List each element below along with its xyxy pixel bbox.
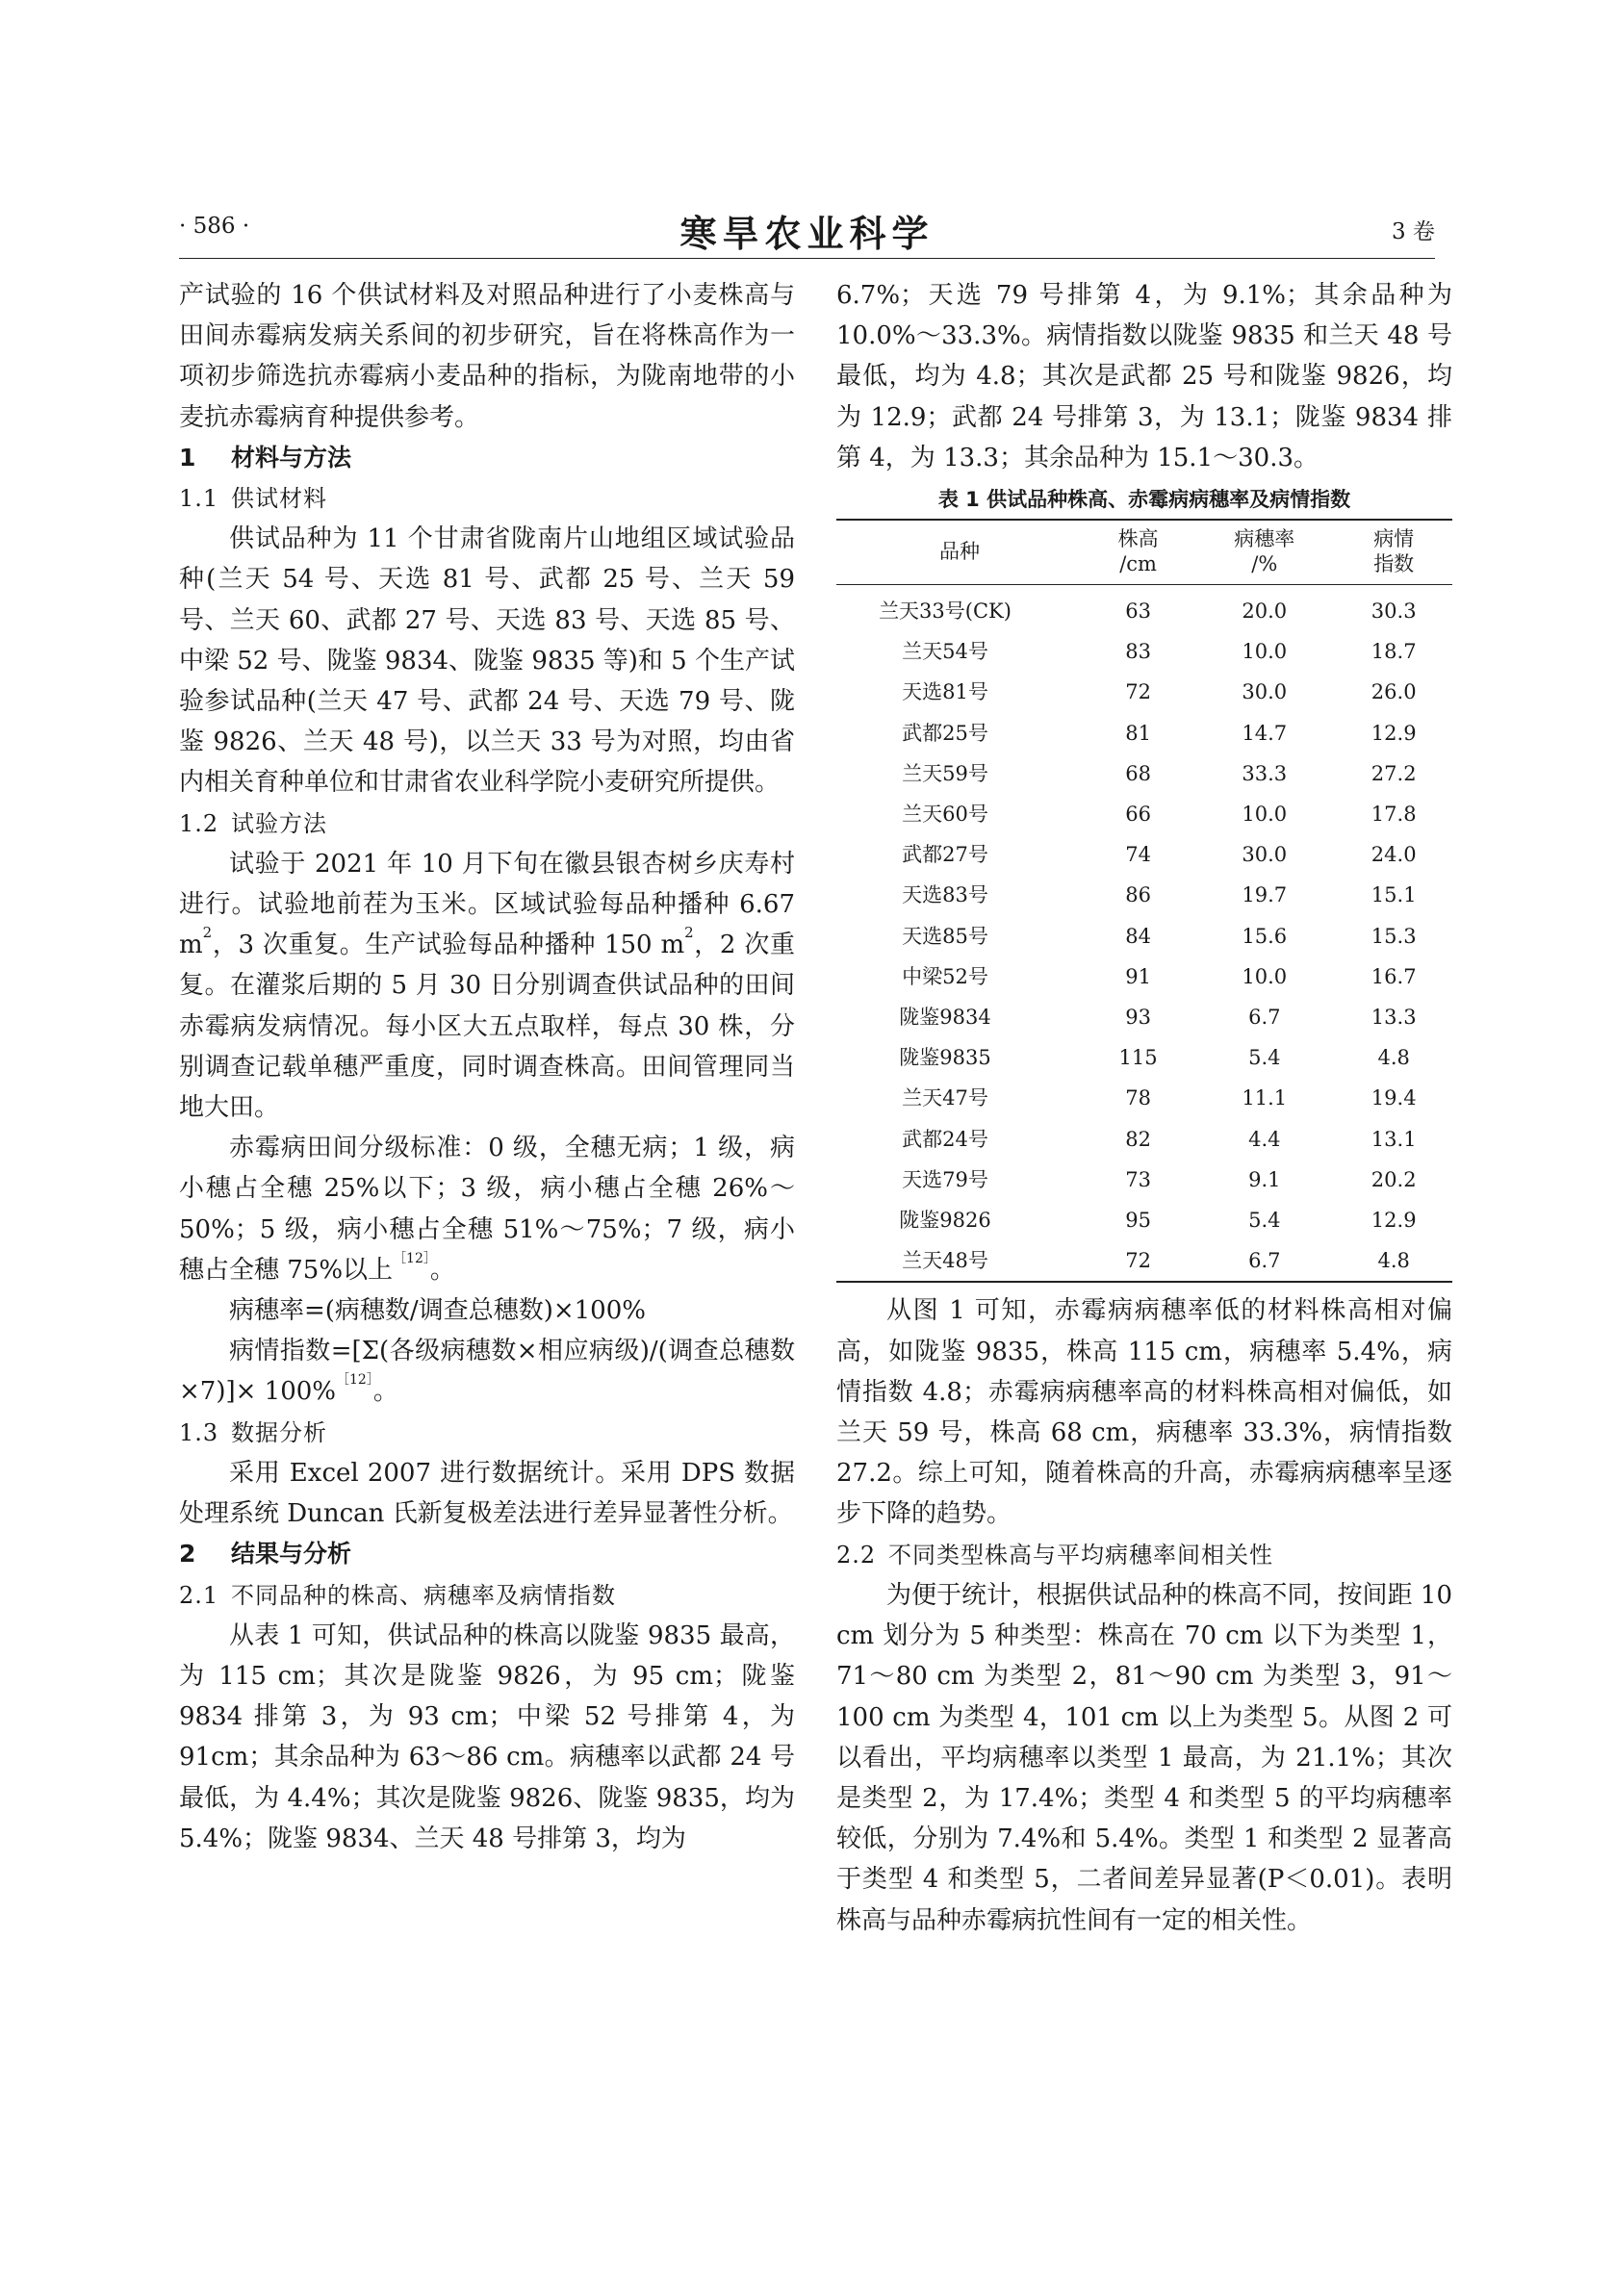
incidence-cell: 33.3	[1242, 761, 1288, 785]
paragraph-materials: 供试品种为 11 个甘肃省陇南片山地组区域试验品种(兰天 54 号、天选 81 号、武都 25 号、兰天 59 号、兰天 60、武都 27 号、天选 83 号、天选 85 号、中梁 52 号、陇鉴 9834、陇鉴 9835 等)和 5 个生产试验参试品种(兰天 47 号、武都 24 号、天选 79 号、陇鉴 9826、兰天 48 号)，以兰天 33 号为对照，均由省内相关育种单位和甘肃省农业科学院小麦研究所提供。	[179, 524, 795, 798]
section-number: 2.2	[836, 1541, 877, 1569]
running-header	[179, 204, 1435, 258]
variety-cell: 天选81号	[902, 680, 988, 704]
left-column	[179, 275, 795, 1859]
paragraph-results-1: 从表 1 可知，供试品种的株高以陇鉴 9835 最高，为 115 cm；其次是陇鉴 9826，为 95 cm；陇鉴 9834 排第 3，为 93 cm；中梁 52 号排第 4，为 91cm；其余品种为 63～86 cm。病穗率以武都 24 号最低，为 4.4%；其次是陇鉴 9826、陇鉴 9835，均为 5.4%；陇鉴 9834、兰天 48 号排第 3，均为	[179, 1620, 795, 1853]
index-cell: 27.2	[1371, 761, 1417, 785]
variety-cell: 陇鉴9826	[899, 1209, 991, 1233]
table-row	[836, 713, 1452, 753]
height-cell: 66	[1125, 803, 1151, 827]
table-row	[836, 916, 1452, 957]
incidence-cell: 11.1	[1242, 1086, 1288, 1110]
section-1-3-heading	[179, 1413, 795, 1453]
table-header-row	[836, 520, 1452, 585]
incidence-cell: 10.0	[1242, 964, 1288, 988]
incidence-cell: 19.7	[1242, 883, 1288, 907]
section-number: 1.1	[179, 485, 219, 513]
header-rule	[179, 258, 1435, 259]
incidence-cell: 9.1	[1248, 1167, 1281, 1191]
height-cell: 93	[1125, 1006, 1151, 1030]
height-cell: 63	[1125, 600, 1151, 624]
height-cell: 73	[1125, 1167, 1151, 1191]
height-cell: 72	[1125, 1249, 1151, 1273]
table-caption: 表 1 供试品种株高、赤霉病病穗率及病情指数	[937, 488, 1351, 512]
table-row	[836, 1200, 1452, 1240]
section-1-1-heading	[179, 478, 795, 519]
section-number: 1.2	[179, 809, 219, 837]
incidence-cell: 30.0	[1242, 843, 1288, 867]
paragraph-analysis: 采用 Excel 2007 进行数据统计。采用 DPS 数据处理系统 Duncan 氏新复极差法进行差异显著性分析。	[179, 1458, 795, 1529]
index-cell: 20.2	[1371, 1167, 1417, 1191]
height-cell: 82	[1125, 1127, 1151, 1151]
incidence-cell: 10.0	[1242, 640, 1288, 664]
index-cell: 12.9	[1371, 721, 1417, 745]
variety-cell: 武都24号	[902, 1127, 988, 1151]
variety-cell: 武都25号	[902, 721, 988, 745]
paragraph-height-types: 为便于统计，根据供试品种的株高不同，按间距 10 cm 划分为 5 种类型：株高在 70 cm 以下为类型 1，71～80 cm 为类型 2，81～90 cm 为类型 3，91～100 cm 为类型 4，101 cm 以上为类型 5。从图 2 可以看出，平均病穗率以类型 1 最高，为 21.1%；其次是类型 2，为 17.4%；类型 4 和类型 5 的平均病穗率较低，分别为 7.4%和 5.4%。类型 1 和类型 2 显著高于类型 4 和类型 5，二者间差异显著(P＜0.01)。表明株高与品种赤霉病抗性间有一定的相关性。	[836, 1580, 1452, 1935]
index-cell: 4.8	[1377, 1046, 1410, 1070]
header-height: 株高 /cm	[1117, 527, 1159, 576]
index-cell: 24.0	[1371, 843, 1417, 867]
table-row	[836, 1119, 1452, 1160]
variety-cell: 兰天60号	[902, 803, 988, 827]
superscript: 2	[684, 924, 694, 942]
section-title: 试验方法	[231, 809, 327, 837]
variety-cell: 天选83号	[902, 883, 988, 907]
table-row	[836, 957, 1452, 997]
index-cell: 12.9	[1371, 1209, 1417, 1233]
table-row	[836, 1078, 1452, 1118]
section-number: 1.3	[179, 1418, 219, 1446]
incidence-cell: 14.7	[1242, 721, 1288, 745]
table-row	[836, 834, 1452, 875]
height-cell: 78	[1125, 1086, 1151, 1110]
table-row	[836, 672, 1452, 712]
data-table	[836, 519, 1452, 1283]
incidence-cell: 4.4	[1248, 1127, 1281, 1151]
section-number: 2	[179, 1540, 196, 1569]
height-cell: 68	[1125, 761, 1151, 785]
height-cell: 74	[1125, 843, 1151, 867]
page-number: · 586 ·	[179, 214, 250, 239]
right-column	[836, 275, 1452, 1941]
section-1-2-heading	[179, 804, 795, 844]
header-index: 病情 指数	[1373, 527, 1415, 576]
formula-incidence: 病穗率=(病穗数/调查总穗数)×100%	[229, 1296, 646, 1326]
incidence-cell: 15.6	[1242, 924, 1288, 948]
variety-cell: 武都27号	[902, 843, 988, 867]
index-cell: 26.0	[1371, 680, 1417, 704]
index-cell: 18.7	[1371, 640, 1417, 664]
variety-cell: 天选85号	[902, 924, 988, 948]
citation: ［12］	[393, 1250, 430, 1266]
incidence-cell: 5.4	[1248, 1209, 1281, 1233]
paragraph-grading: 赤霉病田间分级标准：0 级，全穗无病；1 级，病小穗占全穗 25%以下；3 级，病小穗占全穗 26%～50%；5 级，病小穗占全穗 51%～75%；7 级，病小穗占全穗 75%以上$^{[12]}$。	[179, 1134, 795, 1285]
section-title: 结果与分析	[231, 1540, 352, 1569]
height-cell: 84	[1125, 924, 1151, 948]
table-row	[836, 753, 1452, 794]
incidence-cell: 20.0	[1242, 600, 1288, 624]
index-cell: 4.8	[1377, 1249, 1410, 1273]
incidence-cell: 6.7	[1248, 1249, 1281, 1273]
height-cell: 115	[1118, 1046, 1158, 1070]
formula-index: 病情指数=[Σ(各级病穗数×相应病级)/(调查总穗数×7)]× 100%$^{[12]}$。	[179, 1337, 795, 1407]
variety-cell: 兰天48号	[902, 1249, 988, 1273]
header-variety: 品种	[939, 540, 980, 564]
variety-cell: 天选79号	[902, 1167, 988, 1191]
index-cell: 13.3	[1371, 1006, 1417, 1030]
section-number: 2.1	[179, 1581, 219, 1609]
section-title: 不同品种的株高、病穗率及病情指数	[231, 1581, 616, 1609]
table-row	[836, 585, 1452, 632]
section-2-heading	[179, 1534, 795, 1574]
table-row	[836, 631, 1452, 672]
volume-label: 3 卷	[1392, 219, 1435, 244]
variety-cell: 陇鉴9834	[899, 1006, 991, 1030]
index-cell: 15.3	[1371, 924, 1417, 948]
table-row	[836, 1240, 1452, 1282]
variety-cell: 兰天59号	[902, 761, 988, 785]
section-title: 供试材料	[231, 485, 327, 513]
section-title: 材料与方法	[231, 443, 352, 472]
variety-cell: 兰天54号	[902, 640, 988, 664]
height-cell: 83	[1125, 640, 1151, 664]
section-2-2-heading	[836, 1535, 1452, 1575]
index-cell: 16.7	[1371, 964, 1417, 988]
height-cell: 81	[1125, 721, 1151, 745]
section-title: 数据分析	[231, 1418, 327, 1446]
paragraph-figure-1: 从图 1 可知，赤霉病病穗率低的材料株高相对偏高，如陇鉴 9835，株高 115 cm，病穗率 5.4%，病情指数 4.8；赤霉病病穗率高的材料株高相对偏低，如兰天 59 号，株高 68 cm，病穗率 33.3%，病情指数 27.2。综上可知，随着株高的升高，赤霉病病穗率呈逐步下降的趋势。	[836, 1296, 1452, 1529]
header-incidence: 病穗率 /%	[1234, 527, 1295, 576]
superscript: 2	[202, 924, 213, 942]
paragraph-results-1-cont: 6.7%；天选 79 号排第 4，为 9.1%；其余品种为 10.0%～33.3%。病情指数以陇鉴 9835 和兰天 48 号最低，均为 4.8；其次是武都 25 号和陇鉴 9826，均为 12.9；武都 24 号排第 3，为 13.1；陇鉴 9834 排第 4，为 13.3；其余品种为 15.1～30.3。	[836, 281, 1452, 472]
height-cell: 86	[1125, 883, 1151, 907]
incidence-cell: 10.0	[1242, 803, 1288, 827]
incidence-cell: 6.7	[1248, 1006, 1281, 1030]
incidence-cell: 30.0	[1242, 680, 1288, 704]
section-1-heading	[179, 438, 795, 478]
table-row	[836, 997, 1452, 1037]
section-number: 1	[179, 443, 196, 472]
index-cell: 19.4	[1371, 1086, 1417, 1110]
index-cell: 17.8	[1371, 803, 1417, 827]
table-row	[836, 1160, 1452, 1200]
citation: ［12］	[336, 1372, 373, 1389]
variety-cell: 中梁52号	[902, 964, 988, 988]
index-cell: 30.3	[1371, 600, 1417, 624]
table-row	[836, 794, 1452, 834]
height-cell: 95	[1125, 1209, 1151, 1233]
paragraph-intro-end: 产试验的 16 个供试材料及对照品种进行了小麦株高与田间赤霉病发病关系间的初步研究，旨在将株高作为一项初步筛选抗赤霉病小麦品种的指标，为陇南地带的小麦抗赤霉病育种提供参考。	[179, 281, 795, 432]
table-row	[836, 1037, 1452, 1078]
index-cell: 13.1	[1371, 1127, 1417, 1151]
height-cell: 91	[1125, 964, 1151, 988]
variety-cell: 兰天47号	[902, 1086, 988, 1110]
journal-title: 寒旱农业科学	[679, 212, 935, 255]
incidence-cell: 5.4	[1248, 1046, 1281, 1070]
table-row	[836, 875, 1452, 915]
section-title: 不同类型株高与平均病穗率间相关性	[888, 1541, 1273, 1569]
section-2-1-heading	[179, 1575, 795, 1616]
variety-cell: 兰天33号(CK)	[879, 600, 1012, 624]
index-cell: 15.1	[1371, 883, 1417, 907]
paragraph-methods: 试验于 2021 年 10 月下旬在徽县银杏树乡庆寿村进行。试验地前茬为玉米。区域试验每品种播种 6.67 $m^2$，3 次重复。生产试验每品种播种 150 $m^2$，2 次重复。在灌浆后期的 5 月 30 日分别调查供试品种的田间赤霉病发病情况。每小区大五点取样，每点 30 株，分别调查记载单穗严重度，同时调查株高。田间管理同当地大田。	[179, 849, 795, 1123]
height-cell: 72	[1125, 680, 1151, 704]
variety-cell: 陇鉴9835	[899, 1046, 991, 1070]
